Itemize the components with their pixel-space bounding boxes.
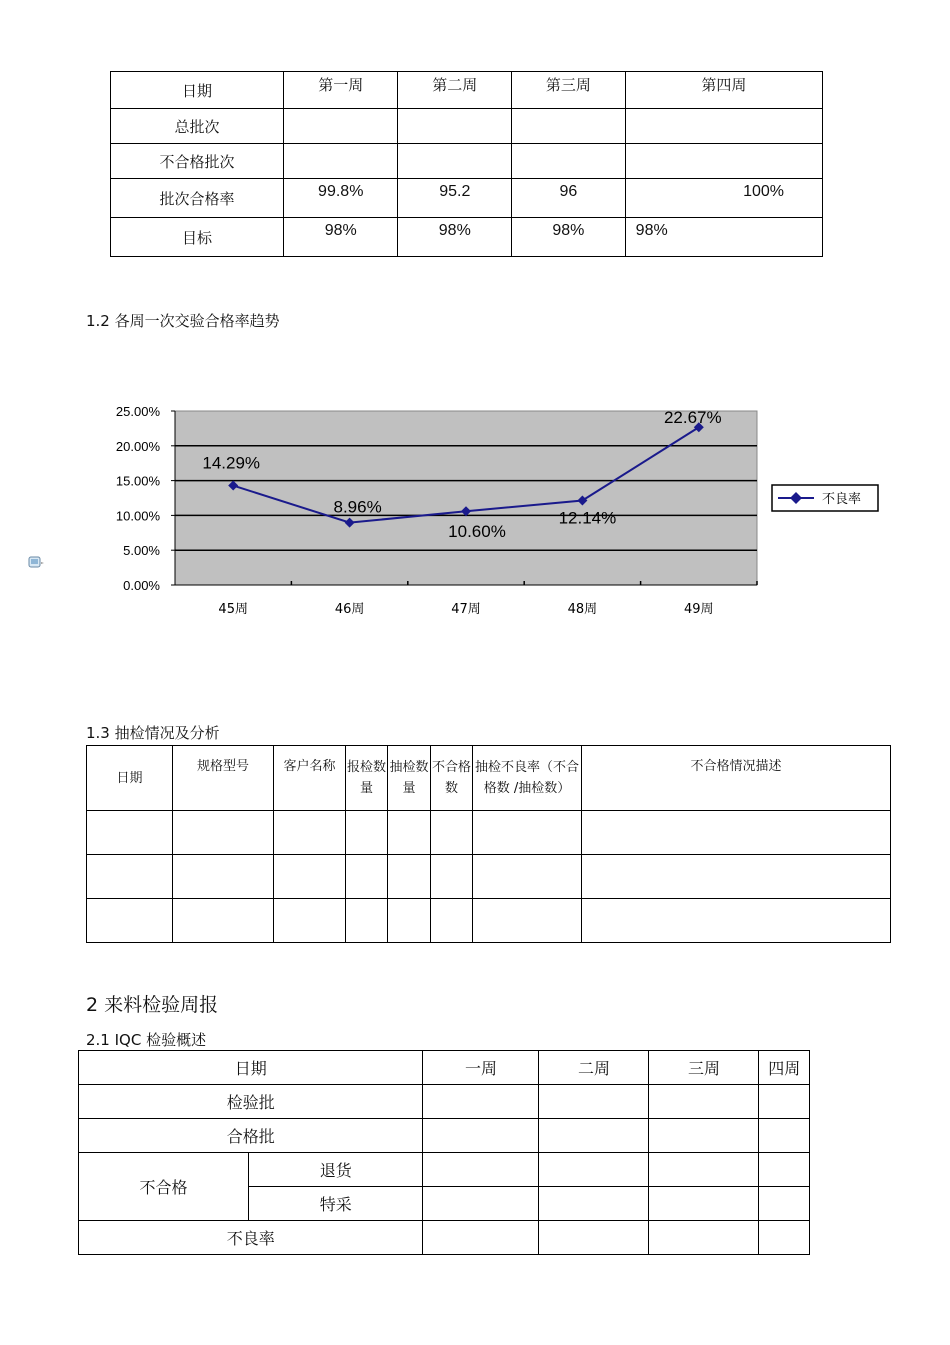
- table-cell: 95.2: [398, 179, 512, 218]
- table-cell: [512, 144, 626, 179]
- header-sampling-defect-rate: 抽检不良率（不合格数 /抽检数）: [473, 746, 582, 811]
- header-week-4: 第四周: [625, 72, 822, 109]
- x-tick-label: 45周: [218, 602, 248, 617]
- table-cell: 98%: [512, 218, 626, 257]
- y-tick-label: 15.00%: [115, 473, 160, 489]
- table-row: [111, 144, 823, 179]
- table-row: [79, 1119, 810, 1153]
- row-label-passed: 合格批: [79, 1119, 423, 1153]
- header-date: 日期: [111, 72, 284, 109]
- row-label-failed: 不合格: [79, 1153, 249, 1221]
- table-row: [111, 218, 823, 257]
- table-header-row: [111, 72, 823, 109]
- x-tick-label: 48周: [567, 602, 598, 617]
- y-tick-label: 10.00%: [115, 508, 160, 524]
- table-cell: 98%: [398, 218, 512, 257]
- header-date: 日期: [79, 1051, 423, 1085]
- header-week-3: 第三周: [512, 72, 626, 109]
- section-heading-2-1: 2.1 IQC 检验概述: [86, 1031, 207, 1049]
- row-label-target: 目标: [111, 218, 284, 257]
- row-label-return: 退货: [249, 1153, 423, 1187]
- x-tick-label: 49周: [684, 602, 714, 617]
- row-label-inspected: 检验批: [79, 1085, 423, 1119]
- header-week-2: 二周: [539, 1051, 649, 1085]
- table-row: [87, 899, 891, 943]
- section-heading-1-2: 1.2 各周一次交验合格率趋势: [86, 312, 280, 330]
- legend-label: 不良率: [822, 492, 862, 507]
- x-axis-ticks: [218, 581, 757, 617]
- y-tick-label: 20.00%: [115, 438, 160, 454]
- row-label-defect-rate: 不良率: [79, 1221, 423, 1255]
- table-cell: 96: [512, 179, 626, 218]
- table-cell: 98%: [625, 218, 822, 257]
- table-row: [79, 1085, 810, 1119]
- legend: [772, 485, 878, 511]
- embedded-object-icon: [28, 555, 44, 569]
- table-row: [87, 811, 891, 855]
- table-cell: [398, 109, 512, 144]
- iqc-overview-table: [78, 1050, 810, 1255]
- row-label-pass-rate: 批次合格率: [111, 179, 284, 218]
- header-week-1: 第一周: [284, 72, 398, 109]
- row-label-total-batches: 总批次: [111, 109, 284, 144]
- weekly-summary-table: [110, 71, 823, 257]
- header-week-2: 第二周: [398, 72, 512, 109]
- data-label: 12.14%: [558, 508, 617, 528]
- data-label: 10.60%: [448, 522, 506, 542]
- table-cell: 100%: [625, 179, 822, 218]
- header-week-1: 一周: [423, 1051, 539, 1085]
- table-cell: 98%: [284, 218, 398, 257]
- data-label: 14.29%: [202, 453, 261, 473]
- data-label: 22.67%: [663, 408, 722, 428]
- table-row: [111, 179, 823, 218]
- table-cell: [284, 144, 398, 179]
- table-row: [111, 109, 823, 144]
- header-sampled-qty: 抽检数量: [388, 746, 431, 811]
- row-label-failed-batches: 不合格批次: [111, 144, 284, 179]
- data-label: 8.96%: [333, 497, 382, 517]
- header-failure-description: 不合格情况描述: [582, 746, 891, 811]
- table-row: [79, 1221, 810, 1255]
- header-date: 日期: [87, 746, 173, 811]
- section-heading-1-3: 1.3 抽检情况及分析: [86, 724, 220, 742]
- x-tick-label: 47周: [451, 602, 481, 617]
- header-week-4: 四周: [759, 1051, 810, 1085]
- row-label-special-accept: 特采: [249, 1187, 423, 1221]
- table-cell: [284, 109, 398, 144]
- x-tick-label: 46周: [334, 602, 365, 617]
- table-cell: [625, 109, 822, 144]
- header-week-3: 三周: [649, 1051, 759, 1085]
- y-axis-ticks: [116, 404, 175, 593]
- weekly-defect-rate-chart: [100, 395, 900, 625]
- plot-area: [175, 411, 757, 585]
- table-cell: [398, 144, 512, 179]
- header-failed-qty: 不合格数: [431, 746, 473, 811]
- table-header-row: [79, 1051, 810, 1085]
- sampling-inspection-table: [86, 745, 891, 943]
- table-row: [87, 855, 891, 899]
- table-cell: [625, 144, 822, 179]
- header-spec-model: 规格型号: [173, 746, 274, 811]
- header-customer-name: 客户名称: [274, 746, 346, 811]
- header-reported-qty: 报检数量: [346, 746, 388, 811]
- section-heading-2: 2 来料检验周报: [86, 994, 219, 1016]
- table-header-row: [87, 746, 891, 811]
- table-cell: 99.8%: [284, 179, 398, 218]
- y-tick-label: 0.00%: [123, 578, 160, 593]
- table-cell: [512, 109, 626, 144]
- table-row: [79, 1153, 810, 1187]
- y-tick-label: 5.00%: [123, 543, 160, 559]
- y-tick-label: 25.00%: [115, 404, 160, 419]
